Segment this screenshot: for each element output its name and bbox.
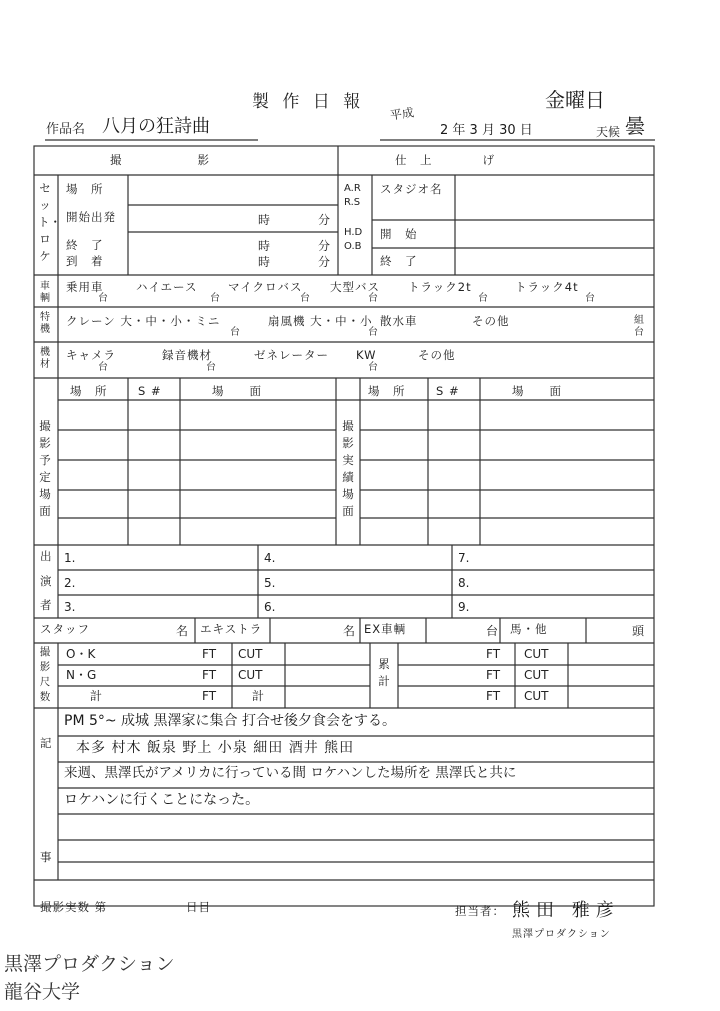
cut-1: CUT bbox=[238, 647, 263, 661]
end-min-unit: 分 bbox=[318, 239, 331, 253]
report-date: 2 年 3 月 30 日 bbox=[440, 123, 533, 138]
equip-camera: キャメラ bbox=[66, 348, 116, 362]
unit-2: 台 bbox=[210, 293, 220, 304]
cast-side-3: 者 bbox=[40, 598, 53, 612]
unit-1: 台 bbox=[98, 293, 108, 304]
finish-start-label: 開 始 bbox=[380, 227, 418, 241]
side-set-location: セット・ロケ bbox=[38, 181, 61, 263]
unit-3: 台 bbox=[300, 293, 310, 304]
days-label: 撮影実数 第 bbox=[40, 900, 108, 914]
end-hour-unit: 時 bbox=[258, 239, 271, 253]
car-unit: 台 bbox=[486, 624, 499, 638]
ar-label: A.R bbox=[344, 183, 361, 194]
work-name-value: 八月の狂詩曲 bbox=[102, 116, 210, 137]
form-title: 製 作 日 報 bbox=[252, 92, 365, 112]
extra-label: エキストラ bbox=[200, 622, 263, 636]
unit-6: 台 bbox=[585, 293, 595, 304]
film-total: 計 bbox=[90, 689, 103, 703]
cast-slot-4: 4. bbox=[264, 551, 276, 565]
weather-label: 天候 bbox=[596, 125, 621, 139]
depart-hour-unit: 時 bbox=[258, 213, 271, 227]
depart-min-unit: 分 bbox=[318, 213, 331, 227]
col-place-right: 場 所 bbox=[368, 384, 406, 398]
cut-4: CUT bbox=[524, 668, 549, 682]
cut-2: CUT bbox=[238, 668, 263, 682]
staff-unit: 名 bbox=[176, 624, 189, 638]
ft-5: FT bbox=[486, 668, 501, 682]
responsible-label: 担当者： bbox=[455, 904, 505, 918]
side-film: 撮影尺数 bbox=[39, 646, 51, 703]
equip-generator: ゼネレーター bbox=[254, 348, 329, 362]
arrive-min-unit: 分 bbox=[318, 255, 331, 269]
cast-side-1: 出 bbox=[40, 549, 53, 563]
company-stamp: 黒澤プロダクション bbox=[512, 929, 611, 940]
side-planned-scenes: 撮影予定場面 bbox=[39, 419, 51, 518]
special-wind: 扇風機 大・中・小 bbox=[268, 314, 373, 328]
arrive-label: 到 着 bbox=[66, 254, 104, 268]
ft-6: FT bbox=[486, 689, 501, 703]
cast-slot-5: 5. bbox=[264, 576, 276, 590]
watermark-line-2: 龍谷大学 bbox=[4, 981, 81, 1003]
col-scene-left: 場 面 bbox=[212, 384, 262, 398]
remarks-side-bottom: 事 bbox=[40, 850, 53, 864]
section-finishing: 仕 上 げ bbox=[395, 153, 495, 167]
equip-other: その他 bbox=[418, 348, 456, 362]
vehicle-bus: 大型バス bbox=[330, 280, 380, 294]
special-unit-2: 台 bbox=[368, 327, 378, 338]
side-cumulative: 累計 bbox=[378, 657, 390, 688]
remark-line-3: 来週、黒澤氏がアメリカに行っている間 ロケハンした場所を 黒澤氏と共に bbox=[64, 765, 517, 781]
col-place-left: 場 所 bbox=[70, 384, 108, 398]
weather-value: 曇 bbox=[625, 114, 645, 138]
horse-label: 馬・他 bbox=[510, 622, 548, 636]
responsible-name: 熊田 雅彦 bbox=[512, 900, 620, 921]
remark-line-2: 本多 村木 飯泉 野上 小泉 細田 酒井 熊田 bbox=[76, 740, 355, 756]
special-unit-1: 台 bbox=[230, 327, 240, 338]
vehicle-sedan: 乗用車 bbox=[66, 280, 104, 294]
special-crane: クレーン 大・中・小・ミニ bbox=[66, 314, 221, 328]
equip-unit-3: 台 bbox=[368, 362, 378, 373]
vehicle-hiace: ハイエース bbox=[136, 280, 198, 294]
special-unit-set: 組 bbox=[634, 315, 644, 326]
equip-unit-2: 台 bbox=[206, 362, 216, 373]
rs-label: R.S bbox=[344, 197, 361, 208]
section-shooting: 撮 影 bbox=[110, 153, 210, 167]
days-unit: 日目 bbox=[186, 900, 211, 914]
remark-line-4: ロケハンに行くことになった。 bbox=[64, 792, 260, 808]
col-s-right: S # bbox=[436, 384, 460, 398]
ft-1: FT bbox=[202, 647, 217, 661]
ft-3: FT bbox=[202, 689, 217, 703]
special-unit-3: 台 bbox=[634, 327, 644, 338]
cast-slot-9: 9. bbox=[458, 600, 470, 614]
film-ng: N・G bbox=[66, 668, 97, 682]
cast-side-2: 演 bbox=[40, 574, 53, 588]
cast-slot-8: 8. bbox=[458, 576, 470, 590]
hd-label: H.D bbox=[344, 227, 363, 238]
cast-slot-7: 7. bbox=[458, 551, 470, 565]
cast-slot-6: 6. bbox=[264, 600, 276, 614]
film-ok: O・K bbox=[66, 647, 96, 661]
equip-sound: 録音機材 bbox=[162, 348, 212, 362]
arrive-hour-unit: 時 bbox=[258, 255, 271, 269]
film-total2: 計 bbox=[252, 689, 265, 703]
unit-5: 台 bbox=[478, 293, 488, 304]
horse-unit: 頭 bbox=[632, 624, 645, 638]
remark-line-1: PM 5°~ 成城 黒澤家に集合 打合せ後夕食会をする。 bbox=[64, 713, 396, 729]
cast-slot-2: 2. bbox=[64, 576, 76, 590]
cast-slot-1: 1. bbox=[64, 551, 76, 565]
col-s-left: S # bbox=[138, 384, 162, 398]
side-equipment: 機材 bbox=[40, 347, 50, 370]
side-vehicles: 車輌 bbox=[40, 281, 50, 304]
ft-4: FT bbox=[486, 647, 501, 661]
depart-label: 開始出発 bbox=[66, 210, 116, 224]
studio-label: スタジオ名 bbox=[380, 182, 443, 196]
side-actual-scenes: 撮影実績場面 bbox=[342, 419, 354, 518]
remarks-side-top: 記 bbox=[40, 736, 53, 750]
equip-unit-1: 台 bbox=[98, 362, 108, 373]
end-label: 終 了 bbox=[66, 238, 104, 252]
vehicle-truck4: トラック4t bbox=[515, 280, 579, 294]
ex-car-label: EX車輌 bbox=[364, 622, 407, 636]
vehicle-microbus: マイクロバス bbox=[228, 280, 303, 294]
ob-label: O.B bbox=[344, 241, 362, 252]
cut-3: CUT bbox=[524, 647, 549, 661]
work-name-label: 作品名 bbox=[46, 122, 86, 137]
weekday: 金曜日 bbox=[545, 88, 605, 112]
equip-kw: KW bbox=[356, 348, 377, 362]
watermark-line-1: 黒澤プロダクション bbox=[4, 953, 175, 975]
side-special: 特機 bbox=[40, 312, 50, 335]
special-water: 散水車 bbox=[380, 314, 418, 328]
ft-2: FT bbox=[202, 668, 217, 682]
place-label: 場 所 bbox=[66, 182, 104, 196]
cut-5: CUT bbox=[524, 689, 549, 703]
era: 平成 bbox=[389, 105, 415, 123]
unit-4: 台 bbox=[368, 293, 378, 304]
col-scene-right: 場 面 bbox=[512, 384, 562, 398]
extra-unit: 名 bbox=[343, 624, 356, 638]
finish-end-label: 終 了 bbox=[380, 254, 418, 268]
cast-slot-3: 3. bbox=[64, 600, 76, 614]
special-other: その他 bbox=[472, 314, 510, 328]
vehicle-truck2: トラック2t bbox=[408, 280, 472, 294]
staff-label: スタッフ bbox=[40, 622, 90, 636]
